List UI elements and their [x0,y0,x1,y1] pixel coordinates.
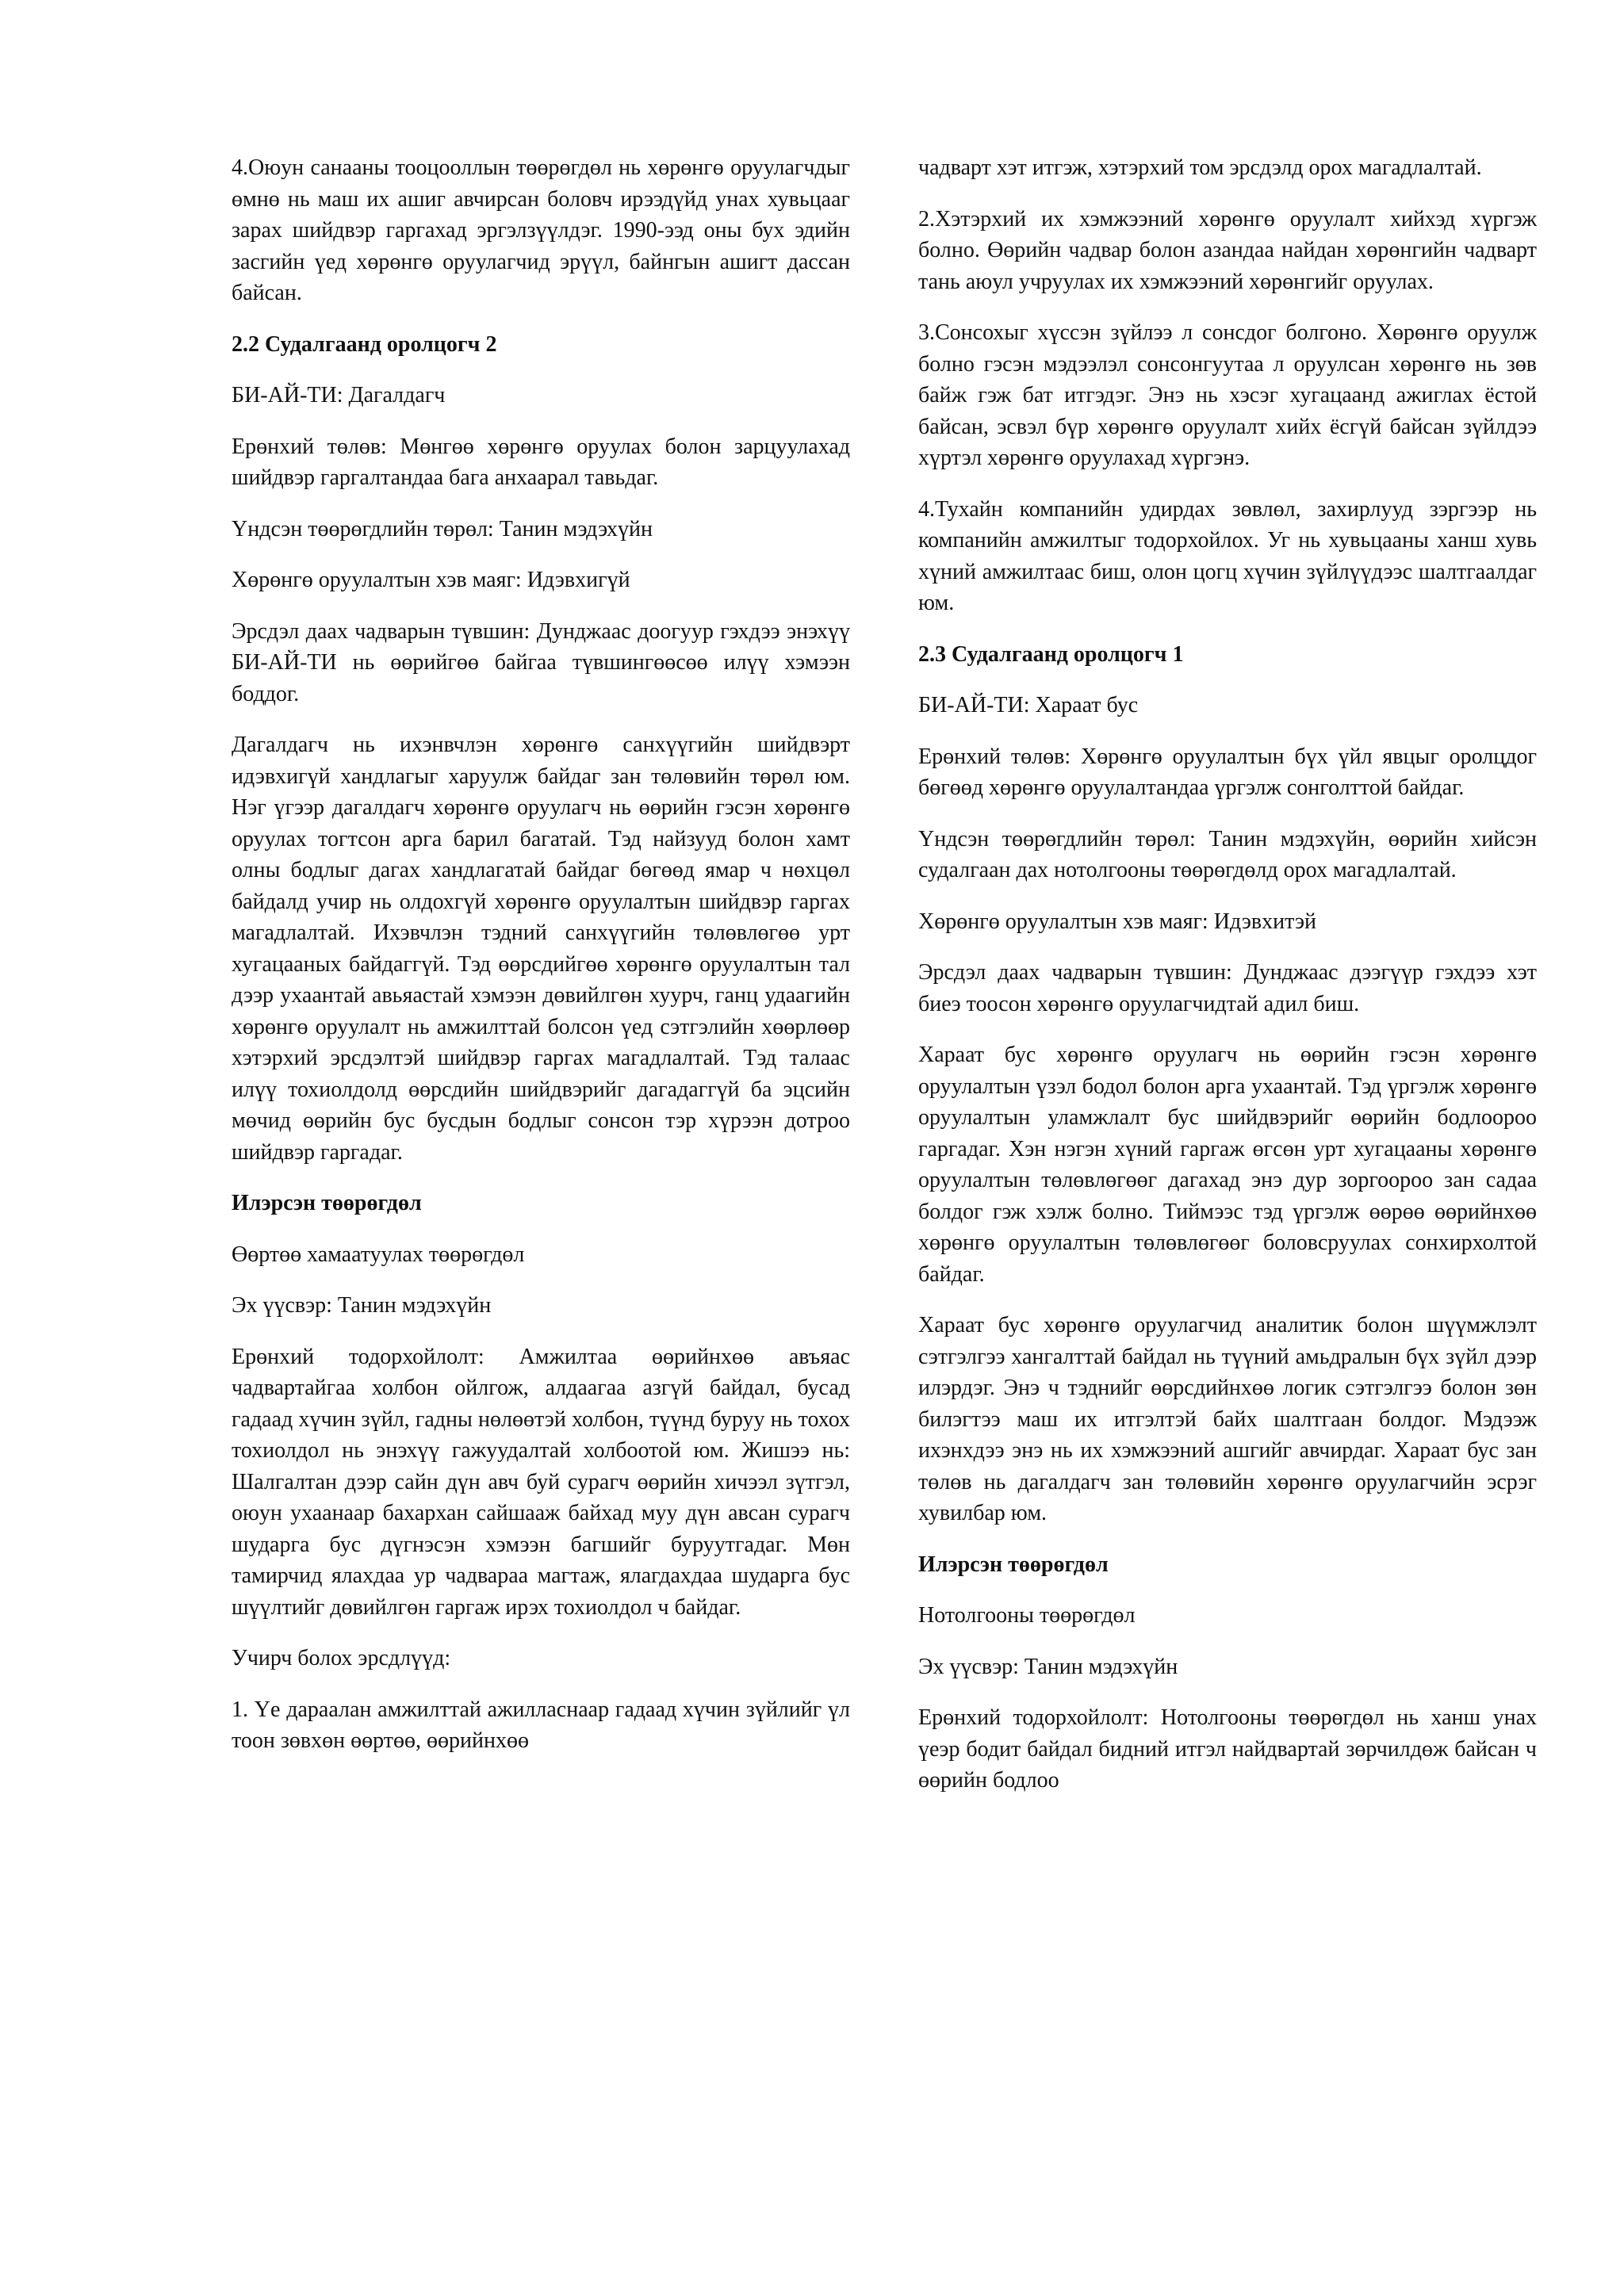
general-state: Ерөнхий төлөв: Хөрөнгө оруулалтын бүх үйл явцыг оролцдог бөгөөд хөрөнгө оруулалтандаа үргэлж сонголттой байдаг. [918,744,1537,800]
risk-3: 3.Сонсохыг хүссэн зүйлээ л сонсдог болгоно. Хөрөнгө оруулж болно гэсэн мэдээлэл сонсонгуутаа л оруулсан хөрөнгө нь зөв байж гэж бат итгэдэг. Энэ нь хэсэг хугацаанд ажиглах ёстой байсан, эсвэл бүр хөрөнгө оруулалт хийх ёсгүй байсан зүйлдээ хүртэл хөрөнгө оруулахад хүргэнэ. [918,320,1537,470]
left-column [232,152,850,1757]
investment-style: Хөрөнгө оруулалтын хэв маяг: Идэвхитэй [918,909,1317,934]
investment-style: Хөрөнгө оруулалтын хэв маяг: Идэвхигүй [232,568,630,592]
detected-bias-heading: Илэрсэн төөрөгдөл [918,1552,1109,1577]
bias-definition: Ерөнхий тодорхойлолт: Амжилтаа өөрийнхөө авъяас чадвартайгаа холбон ойлгож, алдаагаа азгүй байдал, бусад гадаад хүчин зүйл, гадны нөлөөтэй холбон, түүнд буруу нь тохох тохиолдол нь энэхүү гажуудалтай холбоотой юм. Жишээ нь: Шалгалтан дээр сайн дүн авч буй сурагч өөрийн хичээл зүтгэл, оюун ухаанаар бахархан сайшааж байхад муу дүн авсан сурагч шударга бус дүгнэсэн хэмээн багшийг буруутгадаг. Мөн тамирчид ялахдаа ур чадвараа магтаж, ялагдахдаа шударга бус шүүлтийг дөвийлгөн гаргаж ирэх тохиолдол ч байдаг. [232,1344,850,1620]
bias-name: Нотолгооны төөрөгдөл [918,1603,1136,1628]
bias-type: Үндсэн төөрөгдлийн төрөл: Танин мэдэхүйн [232,516,653,541]
risk-1-end: чадварт хэт итгэж, хэтэрхий том эрсдэлд орох магадлалтай. [918,155,1482,180]
bias-type: Үндсэн төөрөгдлийн төрөл: Танин мэдэхүйн, өөрийн хийсэн судалгаан дах нотолгооны төөрөгдөлд орох магадлалтай. [918,826,1537,882]
follower-description: Дагалдагч нь ихэнвчлэн хөрөнгө санхүүгийн шийдвэрт идэвхигүй хандлагыг харуулж байдаг зан төлөвийн төрөл юм. Нэг үгээр дагалдагч хөрөнгө оруулагч нь өөрийн гэсэн хөрөнгө оруулах тогтсон арга барил багатай. Тэд найзууд болон хамт олны бодлыг дагах хандлагатай байдаг бөгөөд ямар ч нөхцөл байдалд учир нь олдохгүй хөрөнгө оруулалтын шийдвэр гаргах магадлалтай. Ихэвчлэн тэдний санхүүгийн төлөвлөгөө урт хугацааных байдаггүй. Тэд өөрсдийгөө хөрөнгө оруулалтын тал дээр ухаантай авьяастай хэмээн дөвийлгөн хуурч, ганц удаагийн хөрөнгө оруулалт нь амжилттай болсон үед сэтгэлийн хөөрлөөр хэтэрхий эрсдэлтэй шийдвэр гаргах магадлалтай. Тэд талаас илүү тохиолдолд өөрсдийн шийдвэрийг дагадаггүй ба эцсийн мөчид өөрийн бус бусдын бодлыг сонсон тэр хүрээн дотроо шийдвэр гаргадаг. [232,733,850,1165]
right-column [918,152,1537,1797]
bit-type: БИ-АЙ-ТИ: Дагалдагч [232,383,446,408]
independent-description-1: Хараат бус хөрөнгө оруулагч нь өөрийн гэсэн хөрөнгө оруулалтын үзэл бодол болон арга ухаантай. Тэд үргэлж хөрөнгө оруулалтын уламжлалт бус шийдвэрийг өөрийн бодлоороо гаргадаг. Хэн нэгэн хүний гаргаж өгсөн урт хугацааны хөрөнгө оруулалтын төлөвлөгөөг дагахад энэ дур зоргоороо зан садаа болдог гэж хэлж болно. Тиймээс тэд үргэлж өөрөө өөрийнхөө хөрөнгө оруулалтын төлөвлөгөөг боловсруулах сонхирхолтой байдаг. [918,1043,1537,1287]
risk-2: 2.Хэтэрхий их хэмжээний хөрөнгө оруулалт хийхэд хүргэж болно. Өөрийн чадвар болон азандаа найдан хөрөнгийн чадварт тань аюул учруулах их хэмжээний хөрөнгийг оруулах. [918,206,1537,294]
risks-heading: Учирч болох эрсдлүүд: [232,1646,451,1670]
detected-bias-heading: Илэрсэн төөрөгдөл [232,1191,422,1215]
section-heading-participant-1: 2.3 Судалгаанд оролцогч 1 [918,641,1184,667]
section-heading-participant-2: 2.2 Судалгаанд оролцогч 2 [232,331,497,357]
paragraph-mental-accounting: 4.Оюун санааны тооцооллын төөрөгдөл нь хөрөнгө оруулагчдыг өмнө нь маш их ашиг авчирсан боловч ирээдүйд унах хувьцааг зарах шийдвэр гаргахад эргэлзүүлдэг. 1990-ээд оны бух эдийн засгийн үед хөрөнгө оруулагчид эрүүл, байнгын ашигт дассан байсан. [232,155,850,305]
risk-tolerance: Эрсдэл даах чадварын түвшин: Дунджаас доогуур гэхдээ энэхүү БИ-АЙ-ТИ нь өөрийгөө байгаа түвшингөөсөө илүү хэмээн боддог. [232,618,850,706]
bit-type: БИ-АЙ-ТИ: Хараат бус [918,693,1139,718]
bias-source: Эх үүсвэр: Танин мэдэхүйн [232,1293,492,1318]
risk-1-start: 1. Үе дараалан амжилттай ажилласнаар гадаад хүчин зүйлийг үл тоон зөвхөн өөртөө, өөрийнхөө [232,1697,850,1753]
general-state: Ерөнхий төлөв: Мөнгөө хөрөнгө оруулах болон зарцуулахад шийдвэр гаргалтандаа бага анхаарал тавьдаг. [232,434,850,490]
risk-4: 4.Тухайн компанийн удирдах зөвлөл, захирлууд зэргээр нь компанийн амжилтыг тодорхойлох. Уг нь хувьцааны ханш хувь хүний амжилтаас биш, олон цогц хүчин зүйлүүдээс шалтгаалдаг юм. [918,496,1537,615]
independent-description-2: Хараат бус хөрөнгө оруулагчид аналитик болон шүүмжлэлт сэтгэлгээ хангалттай байдал нь түүний амьдралын бүх зүйл дээр илэрдэг. Энэ ч тэднийг өөрсдийнхөө логик сэтгэлгээ болон зөн билэгтээ маш их итгэлтэй байх шалтгаан болдог. Мэдээж ихэнхдээ энэ нь их хэмжээний ашгийг авчирдаг. Хараат бус зан төлөв нь дагалдагч зан төлөвийн хөрөнгө оруулагчийн эсрэг хувилбар юм. [918,1313,1537,1525]
bias-name: Өөртөө хамаатуулах төөрөгдөл [232,1242,525,1267]
bias-definition: Ерөнхий тодорхойлолт: Нотолгооны төөрөгдөл нь ханш унах үеэр бодит байдал бидний итгэл найдвартай зөрчилдөж байсан ч өөрийн бодлоо [918,1705,1537,1793]
bias-source: Эх үүсвэр: Танин мэдэхүйн [918,1654,1178,1679]
risk-tolerance: Эрсдэл даах чадварын түвшин: Дунджаас дээгүүр гэхдээ хэт биеэ тоосон хөрөнгө оруулагчидтай адил биш. [918,960,1537,1016]
